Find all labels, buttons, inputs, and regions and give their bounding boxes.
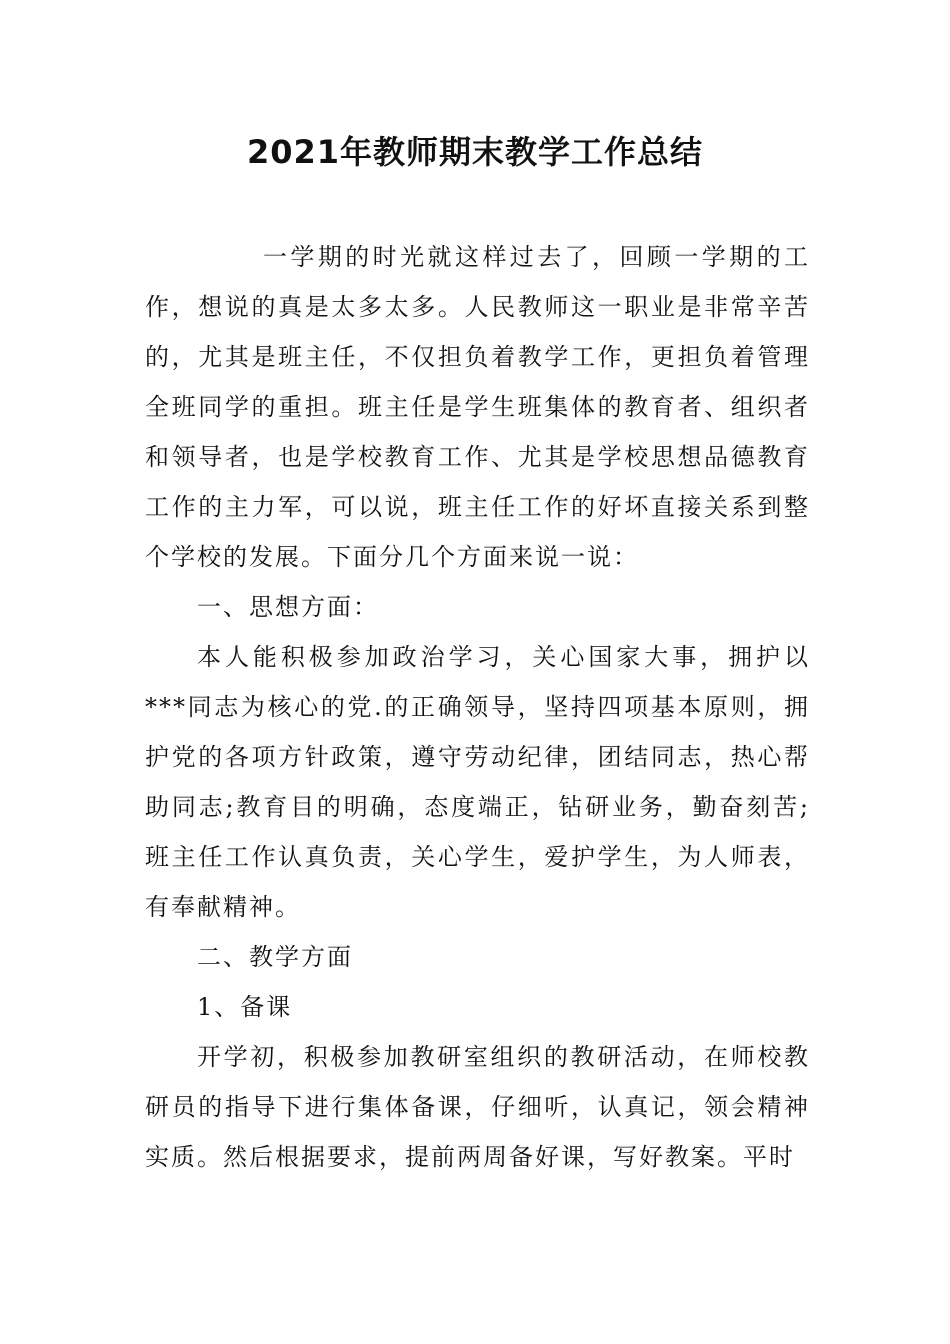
subsection-heading-lesson-prep: 1、备课 xyxy=(197,993,293,1021)
thought-paragraph: 本人能积极参加政治学习，关心国家大事，拥护以***同志为核心的党.的正确领导，坚持四项基本原则，拥护党的各项方针政策，遵守劳动纪律，团结同志，热心帮助同志;教育目的明确，态度端正，钻研业务，勤奋刻苦;班主任工作认真负责，关心学生，爱护学生，为人师表，有奉献精神。 xyxy=(145,643,810,921)
intro-paragraph: 一学期的时光就这样过去了，回顾一学期的工作，想说的真是太多太多。人民教师这一职业是非常辛苦的，尤其是班主任，不仅担负着教学工作，更担负着管理全班同学的重担。班主任是学生班集体的教育者、组织者和领导者，也是学校教育工作、尤其是学校思想品德教育工作的主力军，可以说，班主任工作的好坏直接关系到整个学校的发展。下面分几个方面来说一说： xyxy=(145,243,810,571)
lesson-prep-paragraph: 开学初，积极参加教研室组织的教研活动，在师校教研员的指导下进行集体备课，仔细听，认真记，领会精神实质。然后根据要求，提前两周备好课，写好教案。平时 xyxy=(145,1043,810,1171)
document-title: 2021年教师期末教学工作总结 xyxy=(246,133,704,171)
section-heading-thought: 一、思想方面： xyxy=(197,593,379,621)
document-body xyxy=(145,232,810,1182)
section-heading-teaching: 二、教学方面 xyxy=(197,943,353,971)
